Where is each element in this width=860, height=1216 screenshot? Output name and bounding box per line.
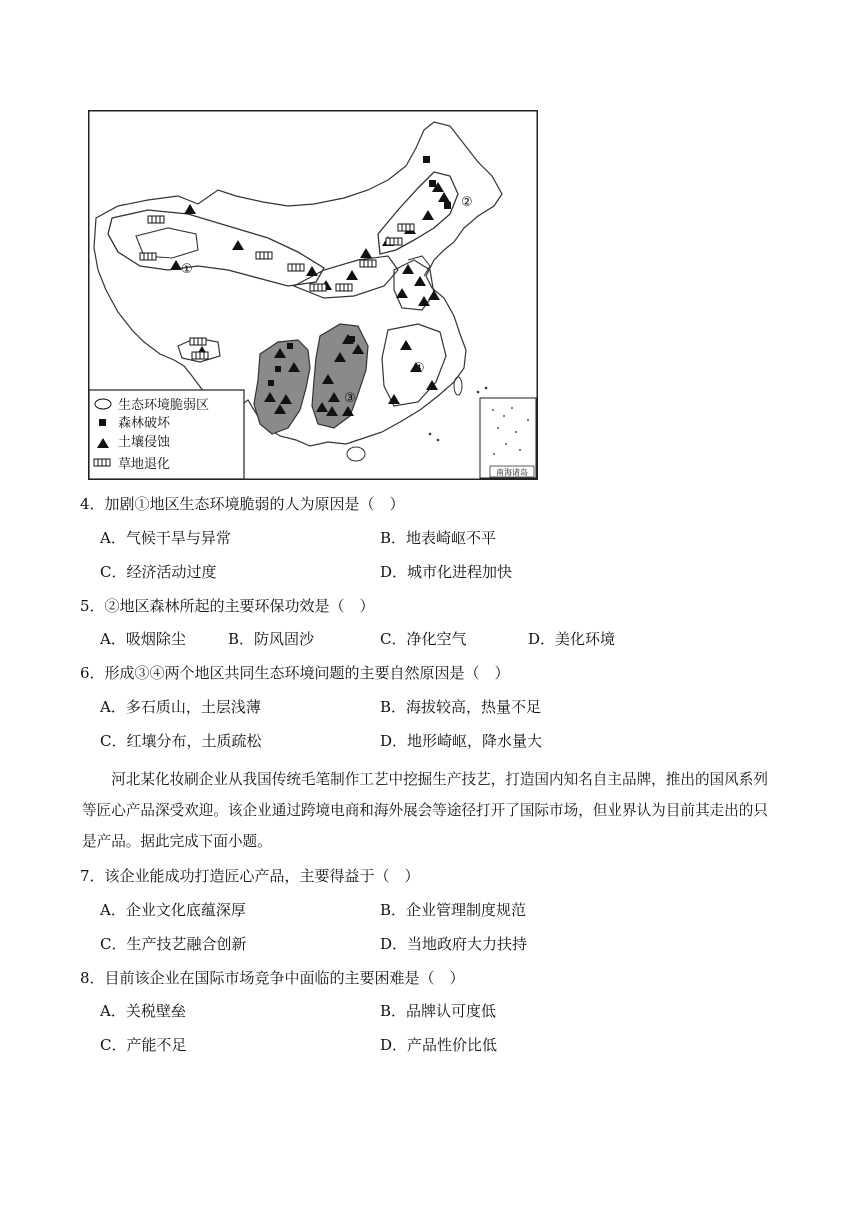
question-7-option-b[interactable]: B．企业管理制度规范 [380,901,527,919]
legend-forest: 森林破坏 [118,416,171,431]
china-ecology-map [88,110,538,480]
question-7-stem: 7．该企业能成功打造匠心产品，主要得益于（ ） [80,867,420,885]
question-6-option-b[interactable]: B．海拔较高，热量不足 [380,698,542,716]
question-6-option-a[interactable]: A．多石质山，土层浅薄 [100,698,261,716]
question-6-option-d[interactable]: D．地形崎岖，降水量大 [380,732,543,750]
question-5-option-d[interactable]: D．美化环境 [528,630,616,648]
question-8-option-a[interactable]: A．关税壁垒 [100,1002,186,1020]
question-4-option-d[interactable]: D．城市化进程加快 [380,563,513,581]
question-4-stem: 4．加剧①地区生态环境脆弱的人为原因是（ ） [80,495,405,513]
legend-soil-erosion: 土壤侵蚀 [118,435,171,450]
map-legend [89,390,244,479]
inset-label: 南海诸岛 [496,468,528,477]
question-8-stem: 8．目前该企业在国际市场竞争中面临的主要困难是（ ） [80,969,465,987]
question-5-option-c[interactable]: C．净化空气 [380,630,467,648]
question-6-stem: 6．形成③④两个地区共同生态环境问题的主要自然原因是（ ） [80,664,510,682]
region-label-2: ② [461,195,473,210]
legend-grassland: 草地退化 [118,457,171,472]
question-4-option-c[interactable]: C．经济活动过度 [100,563,217,581]
region-label-1: ① [181,262,193,277]
region-label-3: ③ [344,391,356,406]
question-7-option-c[interactable]: C．生产技艺融合创新 [100,935,247,953]
question-7-option-a[interactable]: A．企业文化底蕴深厚 [100,901,246,919]
question-4-option-a[interactable]: A．气候干旱与异常 [100,529,231,547]
question-5-option-a[interactable]: A．吸烟除尘 [100,630,186,648]
legend-fragile-zone: 生态环境脆弱区 [118,398,210,413]
region-label-4: ④ [413,361,425,376]
question-4-option-b[interactable]: B．地表崎岖不平 [380,529,497,547]
south-china-sea-inset [480,398,536,478]
question-5-stem: 5．②地区森林所起的主要环保功效是（ ） [80,597,375,615]
question-8-option-c[interactable]: C．产能不足 [100,1036,187,1054]
question-7-option-d[interactable]: D．当地政府大力扶持 [380,935,528,953]
question-8-option-b[interactable]: B．品牌认可度低 [380,1002,497,1020]
reading-passage: 河北某化妆刷企业从我国传统毛笔制作工艺中挖掘生产技艺，打造国内知名自主品牌，推出的国风系列等匠心产品深受欢迎。该企业通过跨境电商和海外展会等途径打开了国际市场，但业界认为目前其走出的只是产品。据此完成下面小题。 [82,771,768,850]
question-8-option-d[interactable]: D．产品性价比低 [380,1036,498,1054]
question-6-option-c[interactable]: C．红壤分布，土质疏松 [100,732,262,750]
question-5-option-b[interactable]: B．防风固沙 [228,630,315,648]
